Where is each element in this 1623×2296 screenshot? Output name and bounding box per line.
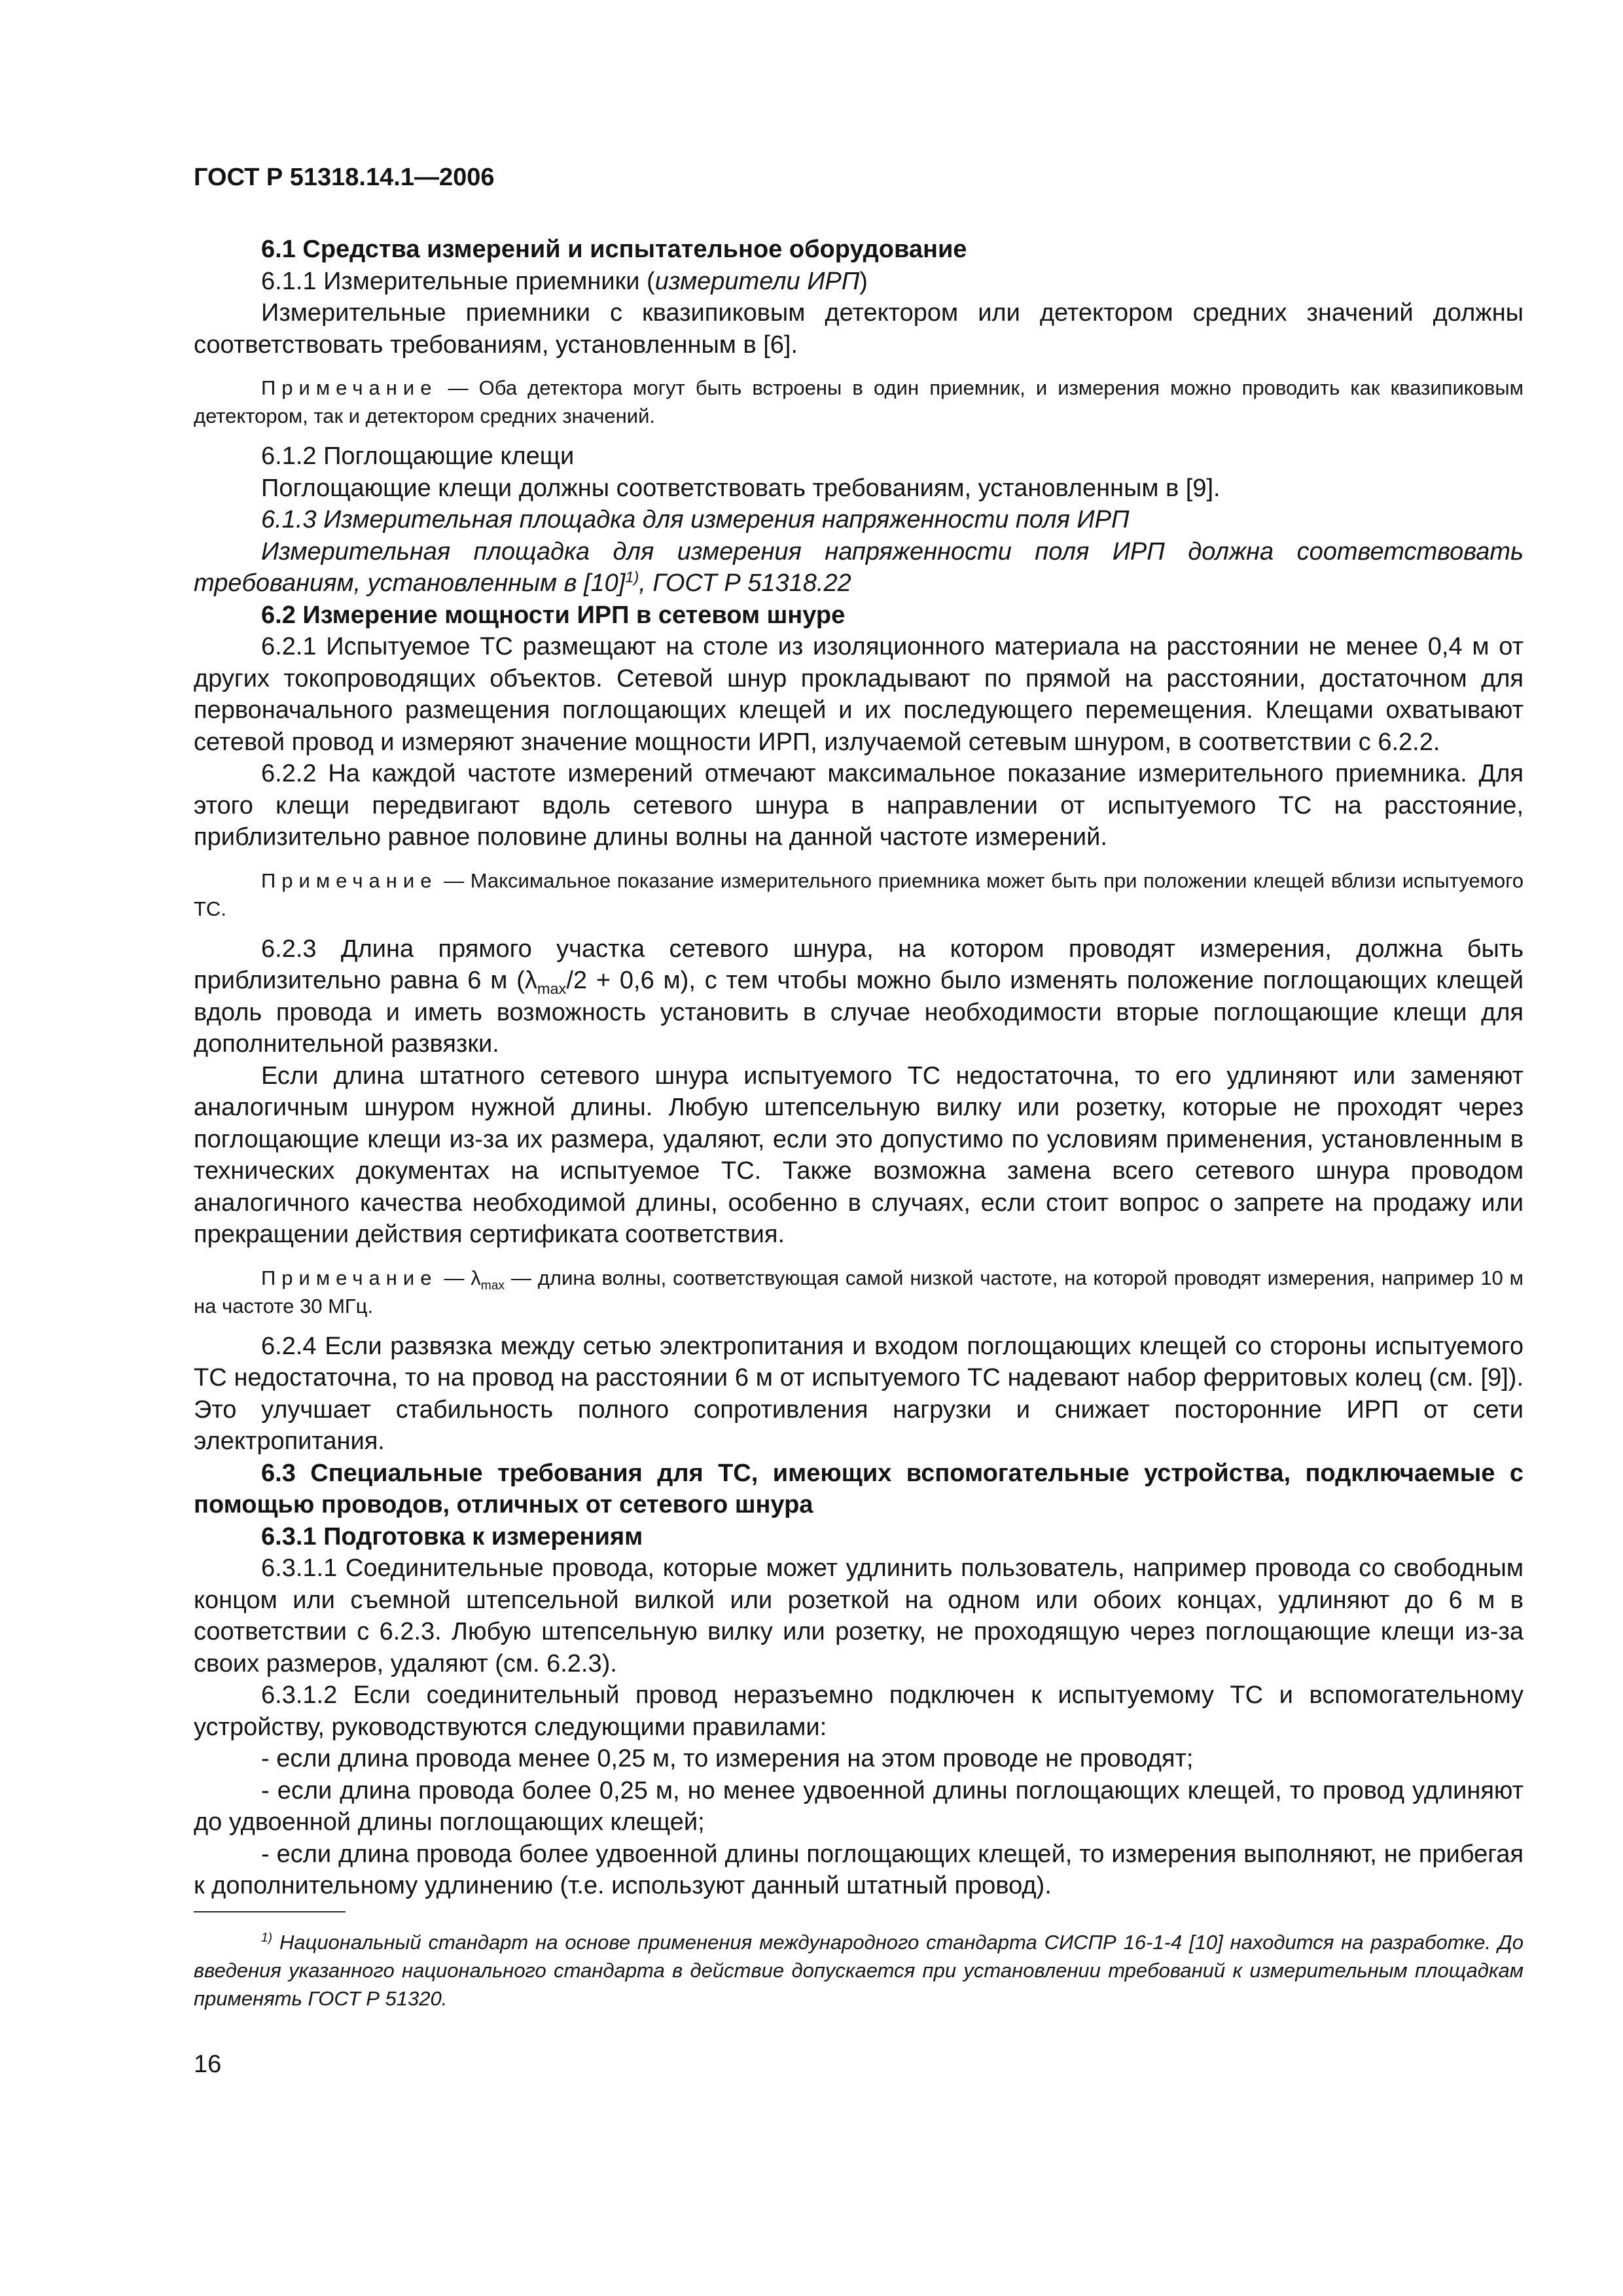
clause-6-1-3: 6.1.3 Измерительная площадка для измерения напряженности поля ИРП [261, 506, 1130, 533]
clause-6-2-2: 6.2.2 На каждой частоте измерений отмечают максимальное показание измерительного приемника. Для этого клещи передвигают вдоль сетевого шнура в направлении от испытуемого ТС на расстояние, приблизительно равное половине длины волны на данной частоте измерений. [194, 760, 1524, 851]
clause-6-1-2-text: Поглощающие клещи должны соответствовать требованиям, установленным в [9]. [261, 474, 1221, 502]
clause-6-1-1: 6.1.1 Измерительные приемники (измерители ИРП) [261, 267, 868, 295]
clause-6-2-3: 6.2.3 Длина прямого участка сетевого шнура, на котором проводят измерения, должна быть приблизительно равна 6 м ($\lambda_{max}/2 + 0,6$ м), с тем чтобы можно было изменять положение поглощающих клещей вдоль провода и иметь возможность установить в случае необходимости вторые поглощающие клещи для дополнительной развязки. [194, 935, 1524, 1058]
note-1: Примечание — Оба детектора могут быть встроены в один приемник, и измерения можно проводить как квазипиковым детектором, так и детектором средних значений. [194, 376, 1524, 427]
document-page [194, 164, 1524, 2079]
clause-6-3-1-2: 6.3.1.2 Если соединительный провод неразъемно подключен к испытуемому ТС и вспомогательному устройству, руководствуются следующими правилами: [194, 1681, 1524, 1741]
clause-6-2-3-text: Если длина штатного сетевого шнура испытуемого ТС недостаточна, то его удлиняют или заменяют аналогичным шнуром нужной длины. Любую штепсельную вилку или розетку, которые не проходят через поглощающие клещи из-за их размера, удаляют, если это допустимо по условиям применения, установленным в технических документах на испытуемое ТС. Также возможна замена всего сетевого шнура проводом аналогичного качества необходимой длины, особенно в случаях, если стоит вопрос о запрете на продажу или прекращении действия сертификата соответствия. [194, 1062, 1524, 1248]
footnote: $^{1)}$ Национальный стандарт на основе применения международного стандарта СИСПР 16-1-4 [10] находится на разработке. До введения указанного национального стандарта в действие допускается при установлении требований к измерительным площадкам применять ГОСТ Р 51320. [194, 1930, 1524, 2010]
section-6-2-title: 6.2 Измерение мощности ИРП в сетевом шнуре [261, 601, 846, 629]
clause-6-2-4: 6.2.4 Если развязка между сетью электропитания и входом поглощающих клещей со стороны испытуемого ТС недостаточна, то на провод на расстоянии 6 м от испытуемого ТС надевают набор ферритовых колец (см. [9]). Это улучшает стабильность полного сопротивления нагрузки и снижает посторонние ИРП от сети электропитания. [194, 1332, 1524, 1455]
clause-6-3-1-1: 6.3.1.1 Соединительные провода, которые может удлинить пользователь, например провода со свободным концом или съемной штепсельной вилкой или розеткой на одном или обоих концах, удлиняют до 6 м в соответствии с 6.2.3. Любую штепсельную вилку или розетку, не проходящую через поглощающие клещи из-за своих размеров, удаляют (см. 6.2.3). [194, 1554, 1524, 1677]
clause-6-1-1-text: Измерительные приемники с квазипиковым детектором или детектором средних значений должны соответствовать требованиям, установленным в [6]. [194, 299, 1524, 359]
clause-6-1-2: 6.1.2 Поглощающие клещи [261, 442, 575, 470]
document-body [194, 234, 1524, 1902]
section-6-3-title: 6.3 Специальные требования для ТС, имеющих вспомогательные устройства, подключаемые с помощью проводов, отличных от сетевого шнура [194, 1459, 1524, 1518]
clause-6-2-1: 6.2.1 Испытуемое ТС размещают на столе из изоляционного материала на расстоянии не менее 0,4 м от других токопроводящих объектов. Сетевой шнур прокладывают по прямой на расстоянии, достаточном для первоначального размещения поглощающих клещей и их последующего перемещения. Клещами охватывают сетевой провод и измеряют значение мощности ИРП, излучаемой сетевым шнуром, в соответствии с 6.2.2. [194, 633, 1524, 756]
page-number: 16 [194, 2050, 222, 2078]
rule-item-2: - если длина провода более 0,25 м, но менее удвоенной длины поглощающих клещей, то провод удлиняют до удвоенной длины поглощающих клещей; [194, 1776, 1524, 1836]
note-2: Примечание — Максимальное показание измерительного приемника может быть при положении клещей вблизи испытуемого ТС. [194, 869, 1524, 920]
section-6-1-title: 6.1 Средства измерений и испытательное оборудование [261, 236, 967, 263]
footnote-divider [194, 1911, 346, 1912]
clause-6-1-3-text: Измерительная площадка для измерения напряженности поля ИРП должна соответствовать требованиям, установленным в $[10]^{1)}$, ГОСТ Р 51318.22 [194, 537, 1524, 597]
note-3: Примечание — $\lambda_{max}$ — длина волны, соответствующая самой низкой частоте, на которой проводят измерения, например 10 м на частоте 30 МГц. [194, 1266, 1524, 1318]
document-header: ГОСТ Р 51318.14.1—2006 [194, 164, 495, 191]
section-6-3-1-title: 6.3.1 Подготовка к измерениям [261, 1522, 643, 1551]
rule-item-3: - если длина провода более удвоенной длины поглощающих клещей, то измерения выполняют, не прибегая к дополнительному удлинению (т.е. используют данный штатный провод). [194, 1840, 1524, 1899]
rule-item-1: - если длина провода менее 0,25 м, то измерения на этом проводе не проводят; [261, 1745, 1194, 1772]
